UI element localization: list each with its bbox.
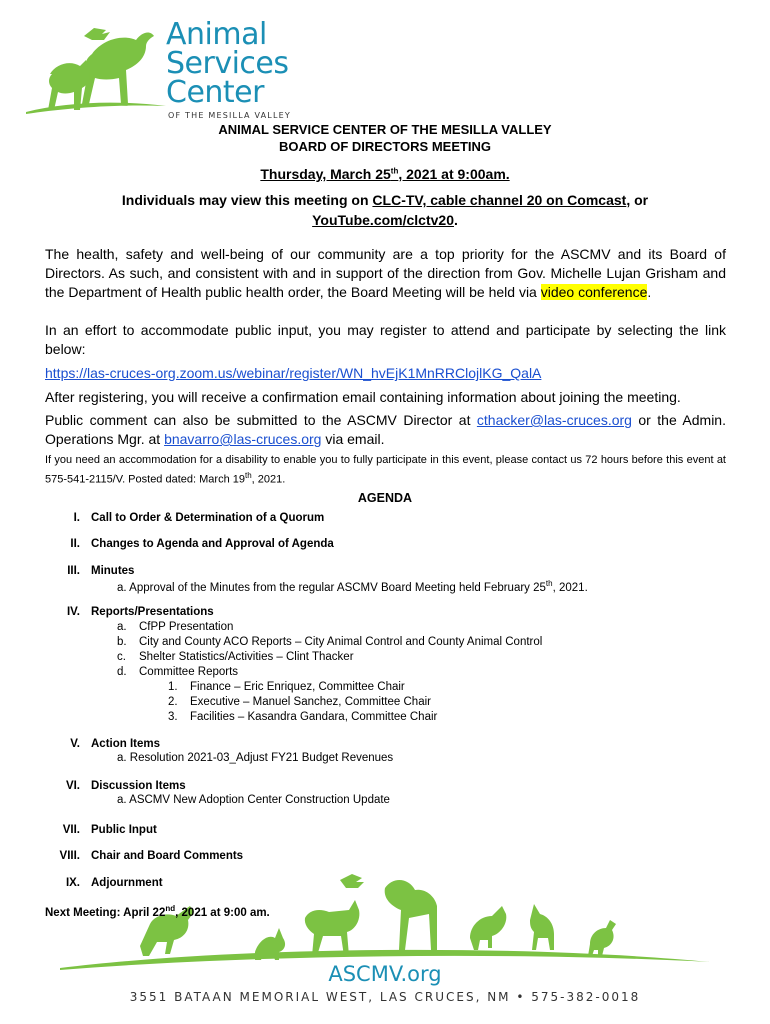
agenda-number: VI. bbox=[65, 780, 80, 792]
zoom-registration-link[interactable]: https://las-cruces-org.zoom.us/webinar/register/WN_hvEjK1MnRRClojlKG_QalA bbox=[45, 365, 542, 381]
agenda-subsubitem: 1. Finance – Eric Enriquez, Committee Chair bbox=[168, 681, 405, 693]
agenda-subitem: c. Shelter Statistics/Activities – Clint Thacker bbox=[117, 651, 354, 663]
agenda-label: Action Items bbox=[91, 738, 161, 750]
agenda-title: AGENDA bbox=[357, 491, 413, 505]
agenda-subitem: a. CfPP Presentation bbox=[117, 621, 234, 633]
agenda-label: Adjournment bbox=[91, 877, 163, 889]
viewing-info-line-1: Individuals may view this meeting on CLC-TV, cable channel 20 on Comcast, or bbox=[121, 192, 649, 208]
accommodation-paragraph: If you need an accommodation for a disability to enable you to fully participate in this event, please contact us 72 hours before this event at 575-541-2115/V. Posted dated: March 19th, 2021. bbox=[45, 454, 726, 486]
viewing-info-line-2: YouTube.com/clctv20. bbox=[312, 212, 458, 228]
video-conference-highlight: video conference bbox=[540, 284, 648, 300]
confirmation-paragraph: After registering, you will receive a confirmation email containing information about joining the meeting. bbox=[45, 389, 681, 405]
logo-line-1: Animal bbox=[166, 17, 267, 52]
agenda-label: Minutes bbox=[91, 565, 135, 577]
public-comment-paragraph: Public comment can also be submitted to the ASCMV Director at cthacker@las-cruces.org or the Admin. Operations Mgr. at bnavarro@las-cruces.org via email. bbox=[45, 412, 726, 447]
agenda-label: Public Input bbox=[91, 824, 157, 836]
agenda-label: Changes to Agenda and Approval of Agenda bbox=[91, 538, 334, 550]
youtube-link[interactable]: YouTube.com/clctv20 bbox=[312, 212, 454, 228]
agenda-number: II. bbox=[70, 538, 80, 550]
agenda-label: Chair and Board Comments bbox=[91, 850, 244, 862]
footer-address: 3551 BATAAN MEMORIAL WEST, LAS CRUCES, NM • 575-382-0018 bbox=[129, 990, 641, 1004]
logo-wordmark bbox=[166, 17, 289, 110]
animal-silhouettes-logo-icon bbox=[22, 14, 172, 119]
director-email-link[interactable]: cthacker@las-cruces.org bbox=[476, 412, 632, 428]
logo-line-3: Center bbox=[166, 75, 264, 110]
agenda-number: VII. bbox=[62, 824, 80, 836]
agenda-subitem: a. Resolution 2021-03_Adjust FY21 Budget Revenues bbox=[117, 752, 394, 764]
agenda-subitem: d. Committee Reports bbox=[117, 666, 239, 678]
agenda-number: III. bbox=[67, 565, 80, 577]
meeting-date: Thursday, March 25th, 2021 at 9:00am. bbox=[260, 166, 510, 182]
logo-subtitle: OF THE MESILLA VALLEY bbox=[168, 111, 291, 120]
meeting-title: BOARD OF DIRECTORS MEETING bbox=[278, 139, 492, 154]
agenda-subsubitem: 2. Executive – Manuel Sanchez, Committee Chair bbox=[168, 696, 431, 708]
agenda-subitem: a. ASCMV New Adoption Center Construction Update bbox=[117, 794, 390, 806]
agenda-number: IX. bbox=[65, 877, 80, 889]
agenda-label: Call to Order & Determination of a Quorum bbox=[91, 512, 325, 524]
admin-email-link[interactable]: bnavarro@las-cruces.org bbox=[164, 431, 322, 447]
health-safety-paragraph: The health, safety and well-being of our community are a top priority for the ASCMV and its Board of Directors. As such, and consistent with and in support of the direction from Gov. Michelle Lujan Grisham and the Department of Health public health order, the Board Meeting will be held via video conference. bbox=[45, 246, 726, 300]
agenda-label: Discussion Items bbox=[91, 780, 186, 792]
clctv-link[interactable]: CLC-TV, cable channel 20 on Comcast bbox=[372, 192, 627, 208]
logo-line-2: Services bbox=[166, 46, 289, 81]
agenda-subitem: b. City and County ACO Reports – City Animal Control and County Animal Control bbox=[117, 636, 543, 648]
agenda-label: Reports/Presentations bbox=[91, 606, 214, 618]
agenda-number: IV. bbox=[66, 606, 80, 618]
next-meeting: Next Meeting: April 22nd, 2021 at 9:00 am. bbox=[45, 904, 270, 919]
footer-website-link[interactable]: ASCMV.org bbox=[328, 962, 442, 986]
agenda-number: V. bbox=[70, 738, 80, 750]
agenda-subitem: a. Approval of the Minutes from the regular ASCMV Board Meeting held February 25th, 2021. bbox=[117, 579, 588, 594]
agenda-subsubitem: 3. Facilities – Kasandra Gandara, Committee Chair bbox=[168, 711, 438, 723]
agenda-number: I. bbox=[73, 512, 80, 524]
org-title: ANIMAL SERVICE CENTER OF THE MESILLA VALLEY bbox=[218, 122, 552, 137]
agenda-number: VIII. bbox=[59, 850, 80, 862]
public-input-paragraph: In an effort to accommodate public input, you may register to attend and participate by selecting the link below: bbox=[45, 322, 726, 357]
